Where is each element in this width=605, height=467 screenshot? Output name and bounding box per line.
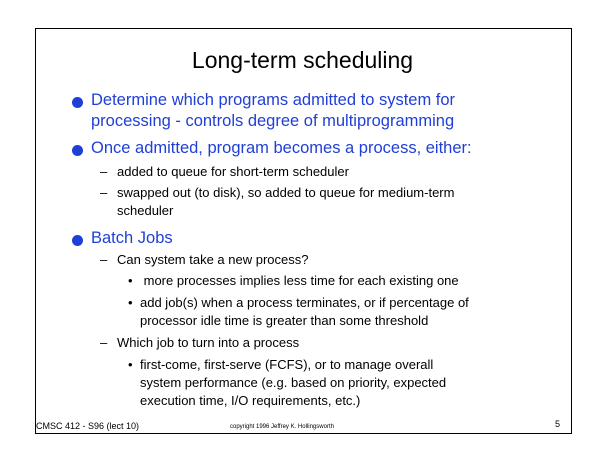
footer-copyright: copyright 1996 Jeffrey K. Hollingsworth: [230, 424, 334, 430]
bullet-circle-icon: [72, 97, 83, 108]
bullet-3-text: Batch Jobs: [91, 229, 173, 247]
bullet-2-sub-2-line-1: swapped out (to disk), so added to queue for medium-term: [117, 185, 455, 200]
slide-title: Long-term scheduling: [191, 47, 414, 73]
bullet-3-sub-1-item-2-line-1: add job(s) when a process terminates, or if percentage of: [140, 295, 469, 310]
dash-marker: –: [100, 185, 108, 200]
bullet-3-sub-1-item-1: more processes implies less time for each existing one: [140, 273, 459, 288]
bullet-1-line-2: processing - controls degree of multiprogramming: [91, 112, 455, 130]
dash-marker: –: [100, 164, 108, 179]
dot-marker: •: [128, 273, 133, 288]
footer-course-label: CMSC 412 - S96 (lect 10): [36, 421, 140, 431]
bullet-circle-icon: [72, 235, 83, 246]
bullet-3-sub-2-item-1-line-3: execution time, I/O requirements, etc.): [140, 393, 361, 408]
bullet-3-sub-1-item-2-line-2: processor idle time is greater than some threshold: [140, 313, 429, 328]
dash-marker: –: [100, 252, 108, 267]
dash-marker: –: [100, 335, 108, 350]
bullet-2-sub-2-line-2: scheduler: [117, 203, 174, 218]
dot-marker: •: [128, 295, 133, 310]
bullet-3-sub-1: Can system take a new process?: [117, 252, 309, 267]
bullet-1-line-1: Determine which programs admitted to system for: [91, 91, 456, 109]
bullet-2-sub-1: added to queue for short-term scheduler: [117, 164, 349, 179]
bullet-3-sub-2-item-1-line-1: first-come, first-serve (FCFS), or to manage overall: [140, 357, 434, 372]
footer-page-number: 5: [555, 419, 561, 429]
bullet-circle-icon: [72, 145, 83, 156]
dot-marker: •: [128, 357, 133, 372]
bullet-3-sub-2: Which job to turn into a process: [117, 335, 300, 350]
bullet-3-sub-2-item-1-line-2: system performance (e.g. based on priority, expected: [140, 375, 447, 390]
bullet-2-text: Once admitted, program becomes a process, either:: [91, 139, 472, 157]
